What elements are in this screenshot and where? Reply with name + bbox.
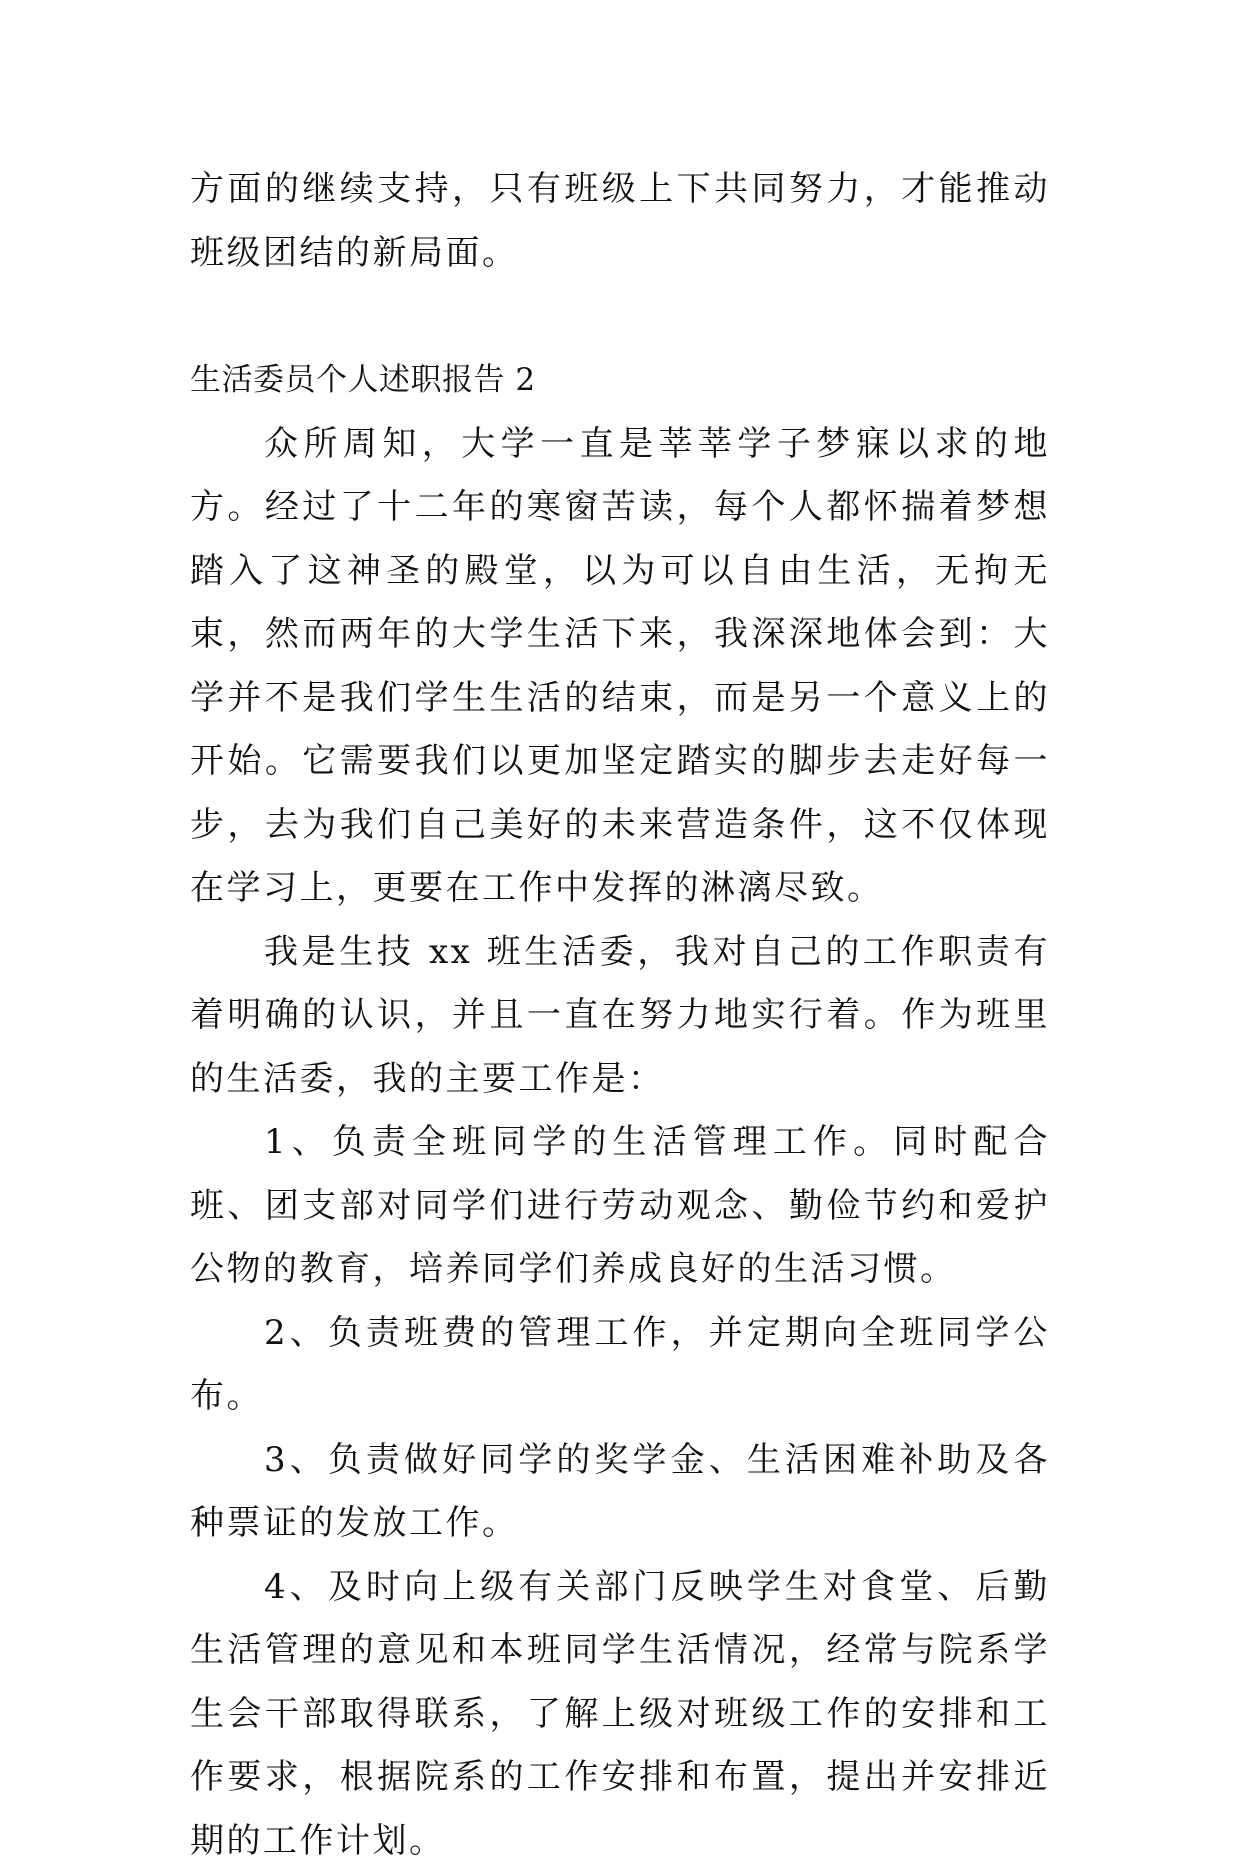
- section-title: 生活委员个人述职报告 2: [190, 349, 1050, 413]
- paragraph-duty-2: 2、负责班费的管理工作，并定期向全班同学公布。: [190, 1302, 1050, 1429]
- paragraph-duty-4: 4、及时向上级有关部门反映学生对食堂、后勤生活管理的意见和本班同学生活情况，经常与院系学生会干部取得联系，了解上级对班级工作的安排和工作要求，根据院系的工作安排和布置，提出并安排近期的工作计划。: [190, 1556, 1050, 1873]
- paragraph-intro: 众所周知，大学一直是莘莘学子梦寐以求的地方。经过了十二年的寒窗苦读，每个人都怀揣着梦想踏入了这神圣的殿堂，以为可以自由生活，无拘无束，然而两年的大学生活下来，我深深地体会到：大学并不是我们学生生活的结束，而是另一个意义上的开始。它需要我们以更加坚定踏实的脚步去走好每一步，去为我们自己美好的未来营造条件，这不仅体现在学习上，更要在工作中发挥的淋漓尽致。: [190, 413, 1050, 921]
- document-body: [190, 158, 1050, 1873]
- paragraph-duty-1: 1、负责全班同学的生活管理工作。同时配合班、团支部对同学们进行劳动观念、勤俭节约和爱护公物的教育，培养同学们养成良好的生活习惯。: [190, 1111, 1050, 1302]
- continuation-paragraph: 方面的继续支持，只有班级上下共同努力，才能推动班级团结的新局面。: [190, 158, 1050, 285]
- paragraph-role: 我是生技 xx 班生活委，我对自己的工作职责有着明确的认识，并且一直在努力地实行着。作为班里的生活委，我的主要工作是：: [190, 921, 1050, 1112]
- paragraph-duty-3: 3、负责做好同学的奖学金、生活困难补助及各种票证的发放工作。: [190, 1429, 1050, 1556]
